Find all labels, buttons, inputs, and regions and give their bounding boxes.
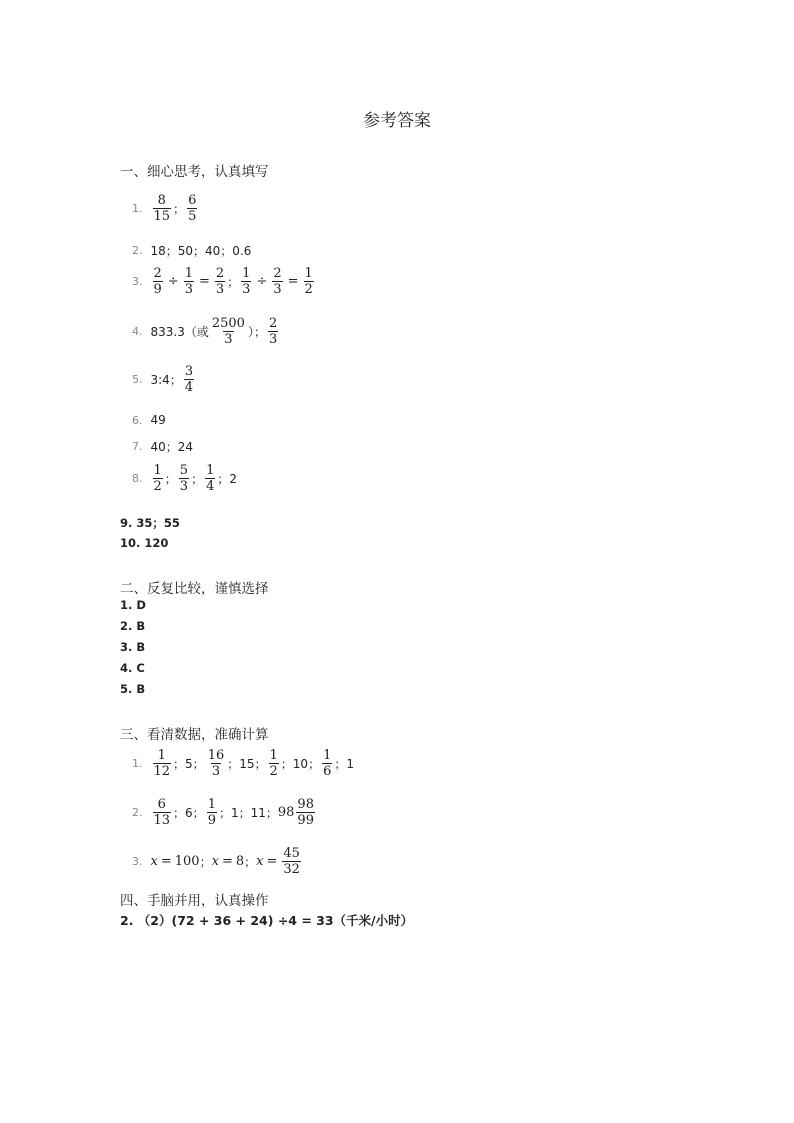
s1-answer-2: [132, 242, 251, 259]
item-number: 1.: [132, 757, 143, 770]
page-title: 参考答案: [363, 111, 431, 131]
s1-answer-9: 9. 35；55: [120, 516, 180, 530]
item-number: 6.: [132, 413, 143, 427]
s3-answer-1: 1. $\frac{1}{12}$ ；5； $\frac{16}{3}$ ；15； $\frac{1}{2}$ ；10； $\frac{1}{6}$ ；1: [132, 748, 354, 779]
section-heading-3: 三、看清数据，准确计算: [120, 727, 269, 743]
s1-answer-1: 1. $\frac{8}{15}$ ； $\frac{6}{5}$: [132, 193, 197, 224]
s1-answer-5: 5. 3:4； $\frac{3}{4}$: [132, 364, 194, 395]
s2-answer-4: 4. C: [120, 661, 145, 675]
fraction: $\frac{6}{5}$: [188, 193, 197, 224]
item-number: 7.: [132, 440, 143, 453]
s1-answer-8: 8. $\frac{1}{2}$ ； $\frac{5}{3}$ ； $\frac{1}{4}$ ；2: [132, 463, 238, 494]
section-heading-1: 一、细心思考，认真填写: [120, 164, 269, 180]
s2-answer-5: 5. B: [120, 682, 146, 696]
item-number: 4.: [132, 325, 143, 338]
s2-answer-3: 3. B: [120, 640, 146, 654]
s1-answer-6: [132, 413, 166, 427]
answer-text: 49: [150, 413, 166, 427]
item-number: 3.: [132, 855, 143, 868]
s2-answer-1: 1. D: [120, 598, 146, 612]
item-number: 5.: [132, 373, 143, 386]
item-number: 2.: [132, 244, 143, 257]
s3-answer-3: 3. x = 100 ； x = 8 ； x = $\frac{45}{32}$: [132, 846, 300, 877]
s4-answer-2: 2. （2）(72 + 36 + 24) ÷4 = 33（千米/小时）: [120, 913, 414, 928]
s1-answer-10: 10. 120: [120, 536, 169, 550]
s3-answer-2: 2. $\frac{6}{13}$ ；6； $\frac{1}{9}$ ；1；11； 98 $\frac{98}{99}$: [132, 797, 314, 828]
item-number: 1.: [132, 202, 143, 215]
item-number: 8.: [132, 472, 143, 485]
s1-answer-7: [132, 438, 193, 455]
s2-answer-2: 2. B: [120, 619, 146, 633]
answer-text: 18；50；40；0.6: [150, 244, 252, 258]
item-number: 3.: [132, 275, 143, 288]
s1-answer-4: 4. 833.3（或 $\frac{2500}{3}$ ）； $\frac{2}{3}$: [132, 316, 278, 347]
item-number: 2.: [132, 806, 143, 819]
answer-text: 40；24: [150, 440, 194, 454]
s1-answer-3: 3. $\frac{2}{9}$ ÷ $\frac{1}{3}$ = $\frac{2}{3}$ ； $\frac{1}{3}$ ÷ $\frac{2}{3}$ = $\frac{1}{2}$: [132, 266, 313, 297]
section-heading-2: 二、反复比较，谨慎选择: [120, 581, 269, 597]
section-heading-4: 四、手脑并用，认真操作: [120, 893, 269, 909]
fraction: $\frac{8}{15}$: [153, 193, 171, 224]
